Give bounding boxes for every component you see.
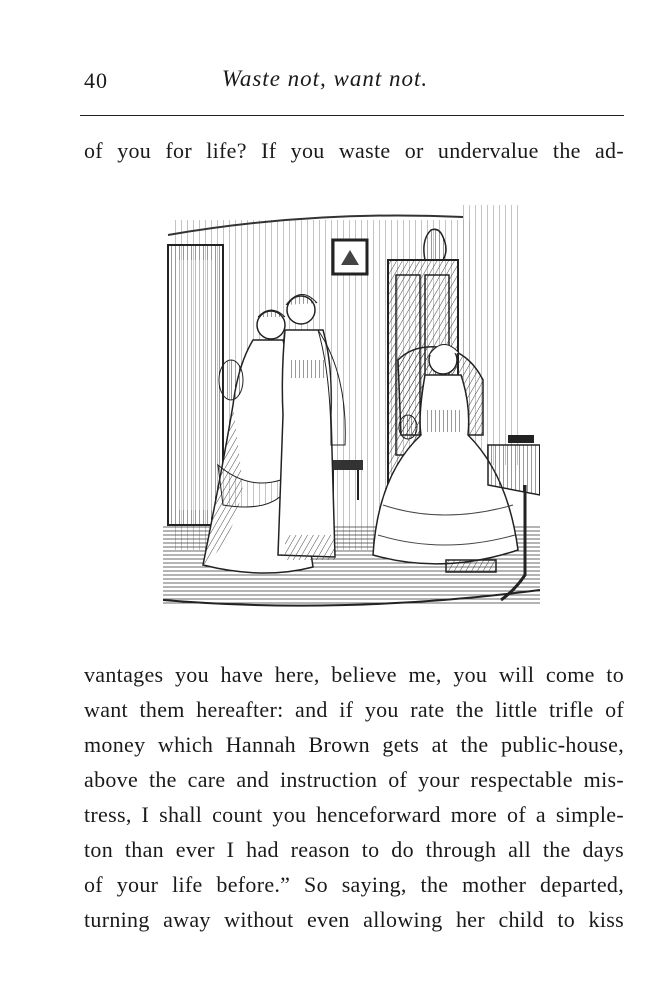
page-number: 40 xyxy=(84,68,108,93)
text-line: above the care and instruction of your respectable mis- xyxy=(84,767,624,792)
text-line: tress, I shall count you henceforward more of a simple- xyxy=(84,802,624,827)
running-title: Waste not, want not. xyxy=(221,66,429,91)
text-line: ton than ever I had reason to do through all the days xyxy=(84,837,624,862)
footstool xyxy=(446,560,496,572)
text-line: of your life before.” So saying, the mother departed, xyxy=(84,872,624,897)
text-line: vantages you have here, believe me, you will come to xyxy=(84,662,624,687)
text-line: want them hereafter: and if you rate the little trifle of xyxy=(84,697,624,722)
text-line: of you for life? If you waste or undervalue the ad- xyxy=(84,138,624,163)
text-line: money which Hannah Brown gets at the public-house, xyxy=(84,732,624,757)
text-line: turning away without even allowing her child to kiss xyxy=(84,907,624,932)
header-rule xyxy=(80,115,624,116)
engraving-illustration xyxy=(163,205,540,615)
